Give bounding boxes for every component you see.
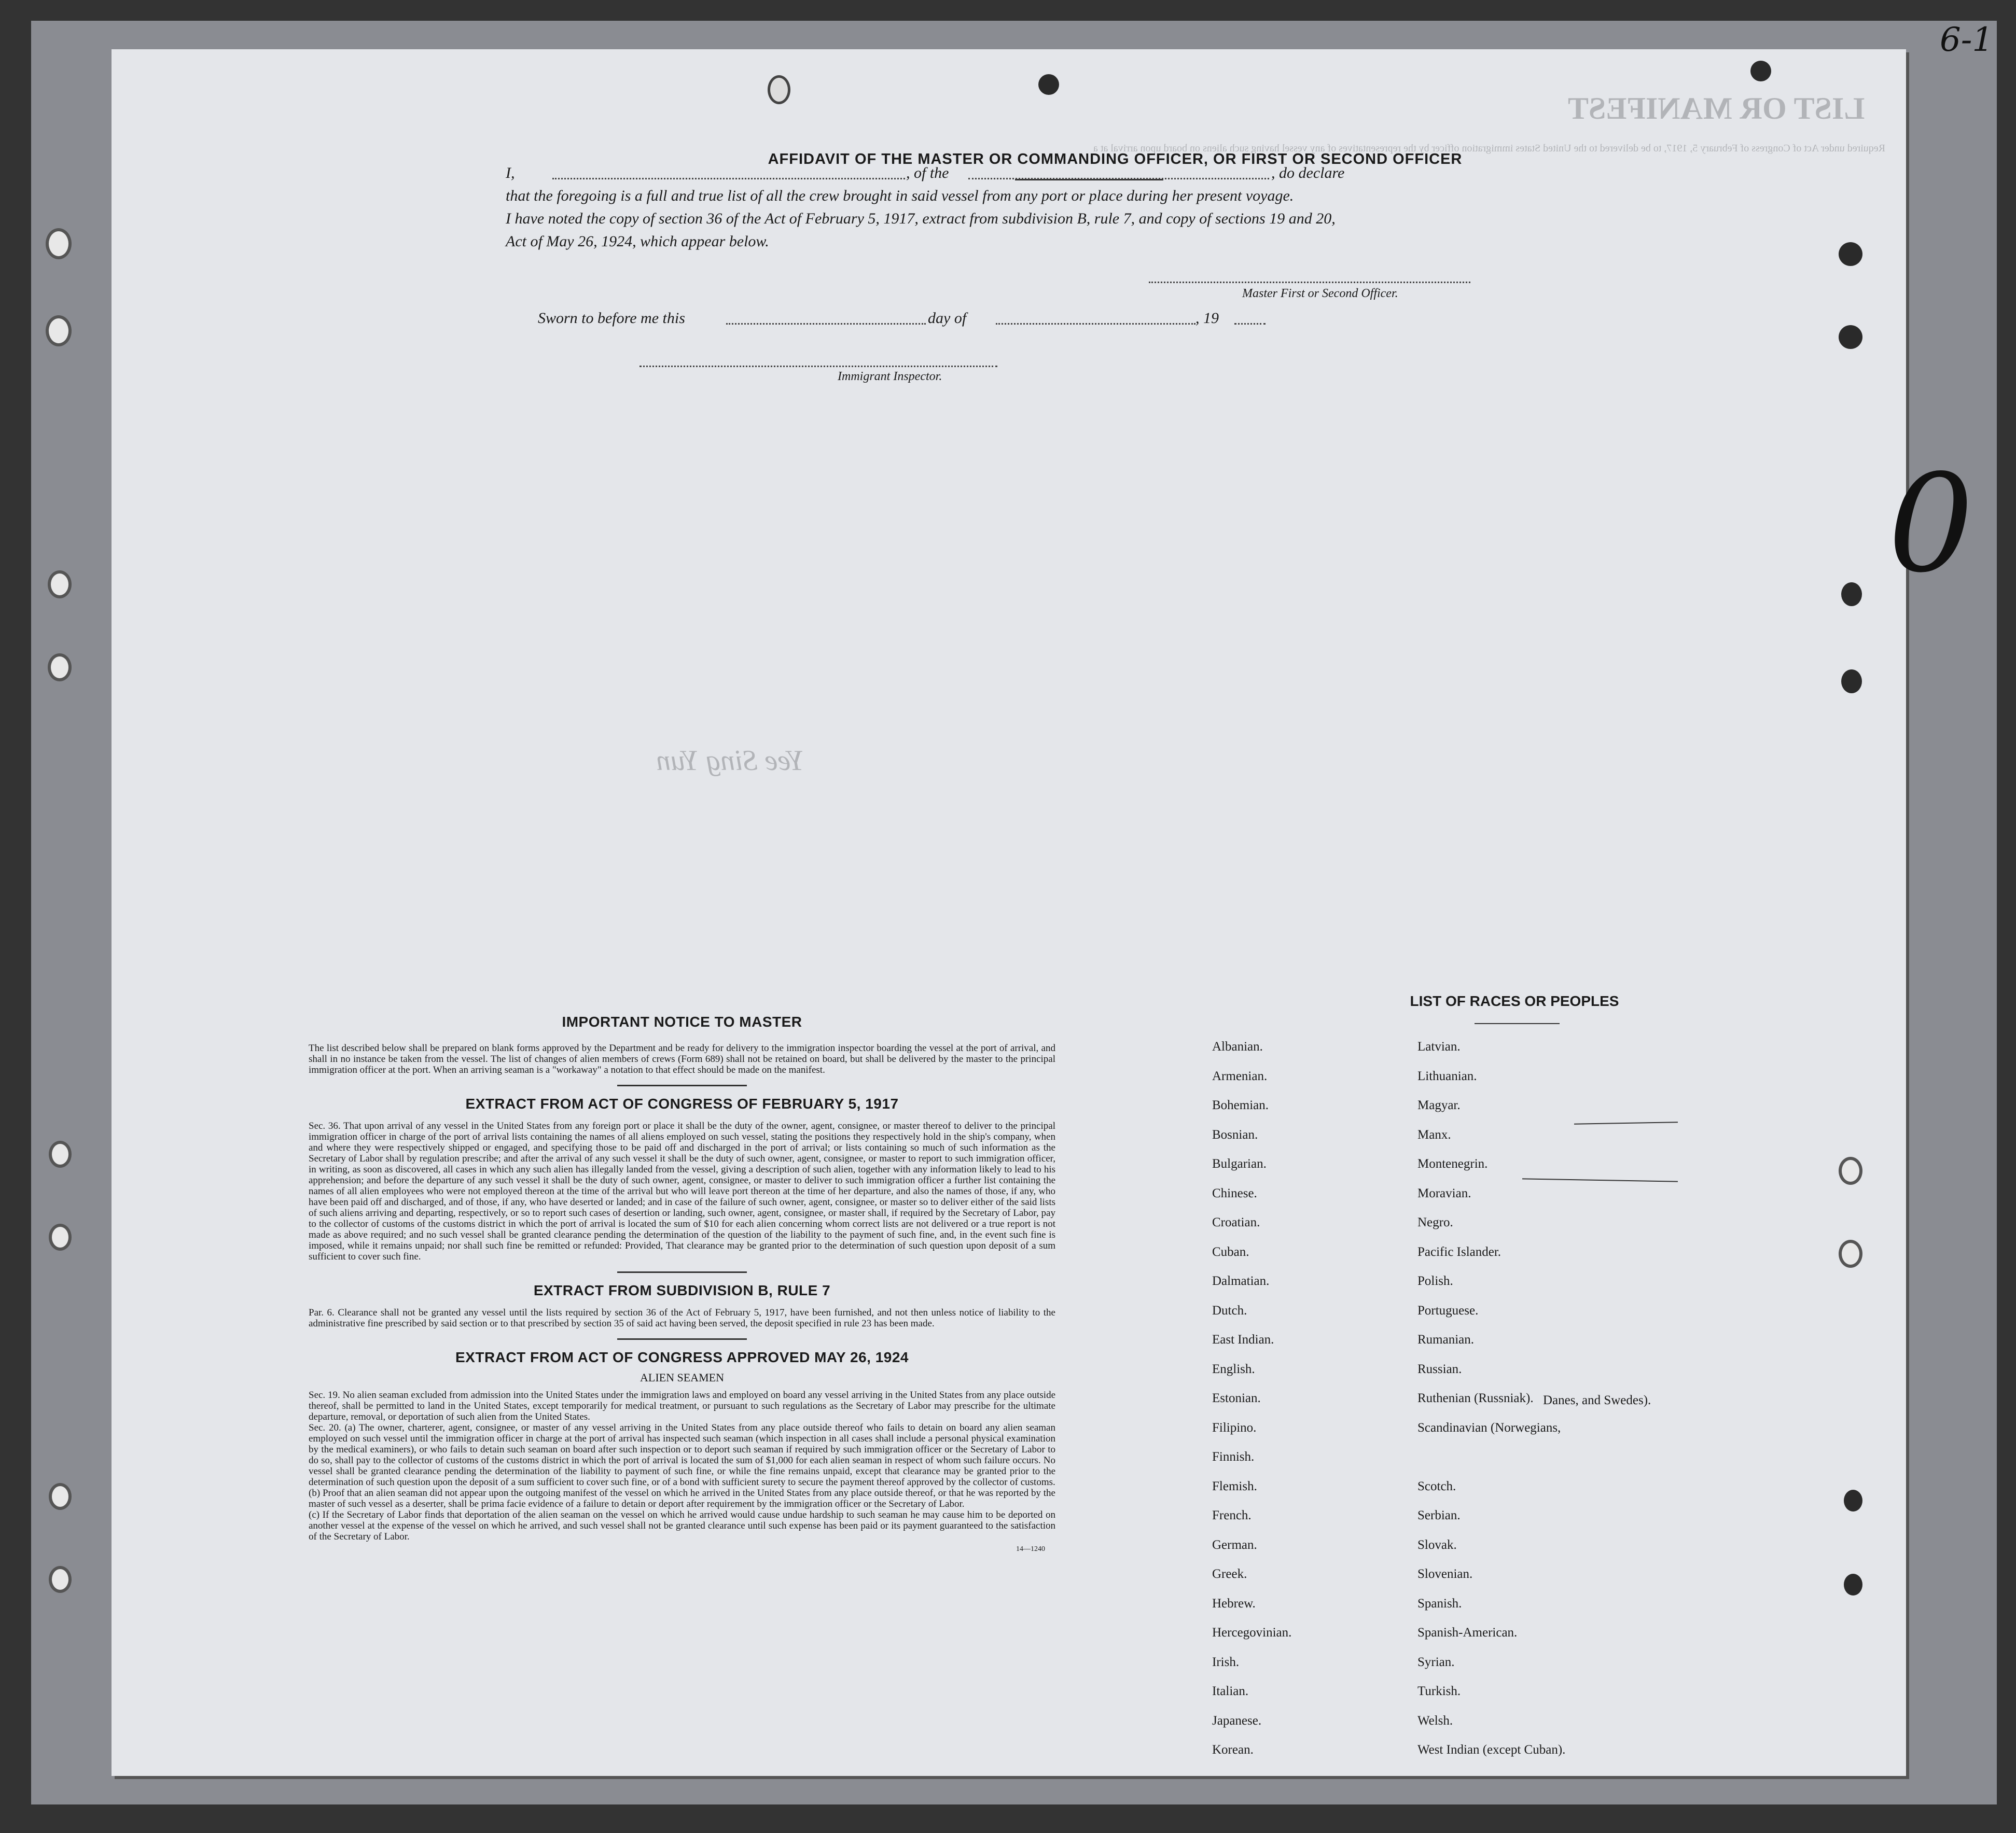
master-signature-label: Master First or Second Officer. xyxy=(1242,287,1398,300)
race-item: Serbian. xyxy=(1417,1508,1461,1522)
handwritten-corner-note: 6-1 xyxy=(1940,21,1994,59)
race-item: Hebrew. xyxy=(1212,1596,1256,1611)
race-item: Polish. xyxy=(1417,1274,1453,1288)
punch-hole xyxy=(1839,325,1862,349)
race-item: Turkish. xyxy=(1417,1684,1461,1698)
affidavit-title: AFFIDAVIT OF THE MASTER OR COMMANDING OFFICER, OR FIRST OR SECOND OFFICER xyxy=(768,151,1463,167)
race-item: Korean. xyxy=(1212,1743,1254,1757)
binder-hole xyxy=(49,1224,72,1251)
race-item: Finnish. xyxy=(1212,1450,1255,1464)
race-item: Welsh. xyxy=(1417,1713,1453,1728)
name-blank xyxy=(552,178,905,179)
manifest-page xyxy=(112,49,1906,1776)
race-item: Bosnian. xyxy=(1212,1127,1258,1142)
race-item: Ruthenian (Russniak). xyxy=(1417,1391,1534,1405)
binder-hole xyxy=(48,570,72,598)
inspector-signature-label: Immigrant Inspector. xyxy=(838,370,942,383)
races-title: LIST OF RACES OR PEOPLES xyxy=(1410,993,1619,1009)
bleed-through-subheader: Required under Act of Congress of February 5, 1917, to be delivered to the United States immigration officer by the representatives of any vessel having such aliens on board upon arrival at a xyxy=(1093,143,1885,154)
section-divider xyxy=(617,1271,747,1273)
notice-body: The list described below shall be prepared on blank forms approved by the Department and be ready for delivery to the immigration inspector boarding the vessel at the port of arrival, and shall in no instance be taken from the vessel. The list of changes of alien members of crews (Form 689) shall not be retained on board, but shall be delivered by the master to the principal immigration officer at the port. When an arriving seaman is a "workaway" a notation to that effect should be made on the manifest. xyxy=(309,1043,1055,1075)
race-item-scandinavian-continued: Danes, and Swedes). xyxy=(1543,1393,1651,1407)
affidavit-line1-i: I, xyxy=(506,164,515,181)
race-item: West Indian (except Cuban). xyxy=(1417,1743,1566,1757)
race-item: Lithuanian. xyxy=(1417,1069,1477,1083)
affidavit-line1-declare: , do declare xyxy=(1271,164,1345,181)
binder-hole xyxy=(49,1566,72,1593)
extract-1924-title: EXTRACT FROM ACT OF CONGRESS APPROVED MAY 26, 1924 xyxy=(455,1349,909,1365)
sworn-day-blank xyxy=(726,323,926,325)
extract-1917-title: EXTRACT FROM ACT OF CONGRESS OF FEBRUARY 5, 1917 xyxy=(465,1096,899,1112)
race-item: Negro. xyxy=(1417,1215,1453,1229)
punch-hole xyxy=(1038,74,1059,95)
binder-hole xyxy=(49,1141,72,1168)
race-item: Spanish. xyxy=(1417,1596,1462,1611)
race-item: Albanian. xyxy=(1212,1040,1263,1054)
race-item: Filipino. xyxy=(1212,1420,1257,1435)
race-item: Portuguese. xyxy=(1417,1303,1479,1318)
day-of-text: day of xyxy=(928,310,967,327)
race-item: Scotch. xyxy=(1417,1479,1456,1493)
race-item: Bulgarian. xyxy=(1212,1157,1267,1171)
sec20a-text: Sec. 20. (a) The owner, charterer, agent, consignee, or master of any vessel arriving in the United States from any place outside thereof who fails to detain on board any alien seaman employed on such vessel until the immigration officer in charge at the port of arrival has inspected such seaman (which inspection in all cases shall include a personal physical examination by the medical examiners), or who fails to detain such seaman on board after such inspection or to deport such seaman if required by such immigration officer or the Secretary of Labor to do so, shall pay to the collector of customs of the customs district in which the port of arrival is located the sum of $1,000 for each alien seaman in respect of whom such failure occurs. No vessel shall be granted clearance pending the determination of the liability to payment of such fine, or while the fine remains unpaid, except that clearance may be granted prior to the determination of such question upon the deposit of a sum sufficient to cover such fine, or of a bond with sufficient surety to secure the payment thereof approved by the collector of customs. xyxy=(309,1422,1055,1488)
race-item: English. xyxy=(1212,1362,1255,1376)
punch-hole xyxy=(1844,1490,1862,1512)
affidavit-line1-of-the: , of the xyxy=(906,164,949,181)
notice-title: IMPORTANT NOTICE TO MASTER xyxy=(562,1014,802,1030)
section-divider xyxy=(617,1338,747,1340)
year-text: , 19 xyxy=(1195,310,1219,327)
race-item: Syrian. xyxy=(1417,1655,1455,1669)
year-blank xyxy=(1234,323,1266,325)
race-item: Rumanian. xyxy=(1417,1333,1475,1347)
binder-hole xyxy=(48,653,72,681)
race-item: Slovenian. xyxy=(1417,1567,1473,1581)
pen-stroke xyxy=(1574,1122,1678,1124)
extract-rule7-title: EXTRACT FROM SUBDIVISION B, RULE 7 xyxy=(533,1282,831,1298)
affidavit-line3: I have noted the copy of section 36 of the Act of February 5, 1917, extract from subdivision B, rule 7, and copy of sections 19 and 20, xyxy=(506,210,1336,227)
race-item: Armenian. xyxy=(1212,1069,1268,1083)
punch-hole xyxy=(1841,582,1862,606)
form-number: 14—1240 xyxy=(1016,1545,1045,1553)
race-item: Dalmatian. xyxy=(1212,1274,1270,1288)
bleed-through-header: LIST OR MANIFEST xyxy=(1567,91,1865,125)
race-item: Japanese. xyxy=(1212,1713,1262,1728)
bleed-through-handwriting: Yee Sing Yun xyxy=(656,745,804,777)
race-item: Russian. xyxy=(1417,1362,1462,1376)
race-item: Spanish-American. xyxy=(1417,1626,1518,1640)
alien-seamen-subtitle: ALIEN SEAMEN xyxy=(640,1371,724,1384)
handwritten-zero: 0 xyxy=(1888,446,1974,603)
race-item: Croatian. xyxy=(1212,1215,1260,1229)
affidavit-line4: Act of May 26, 1924, which appear below. xyxy=(506,233,769,250)
punch-hole xyxy=(1839,1157,1862,1185)
binder-hole xyxy=(49,1483,72,1510)
sec20b-text: (b) Proof that an alien seaman did not appear upon the outgoing manifest of the vessel on which he arrived in the United States from any place outside thereof, or that he was reported by the master of such vessel as a deserter, shall be prima facie evidence of a failure to detain or deport after requirement by the immigration officer or the Secretary of Labor. xyxy=(309,1488,1055,1509)
race-item: Dutch. xyxy=(1212,1303,1247,1318)
race-item: Moravian. xyxy=(1417,1186,1471,1200)
sworn-text: Sworn to before me this xyxy=(538,310,685,327)
race-item: Bohemian. xyxy=(1212,1098,1269,1112)
vessel-blank xyxy=(968,178,1269,179)
race-item: Estonian. xyxy=(1212,1391,1261,1405)
punch-hole xyxy=(1841,669,1862,693)
race-item: German. xyxy=(1212,1537,1257,1552)
binder-hole xyxy=(46,228,72,259)
legal-notices-column xyxy=(309,1014,1055,1554)
race-item: Manx. xyxy=(1417,1127,1451,1142)
races-title-underline xyxy=(1475,1023,1560,1024)
sec20c-text: (c) If the Secretary of Labor finds that deportation of the alien seaman on the vessel on which he arrived would cause undue hardship to such seaman he may cause him to be deported on another vessel at the expense of the vessel on which he arrived, and such vessel shall not be granted clearance until such expense has been paid or its payment guaranteed to the satisfaction of the Secretary of Labor. xyxy=(309,1509,1055,1542)
punch-hole xyxy=(1839,242,1862,266)
sworn-month-blank xyxy=(996,323,1195,325)
punch-hole xyxy=(1750,61,1771,81)
pen-stroke xyxy=(1522,1178,1678,1182)
race-item: Chinese. xyxy=(1212,1186,1257,1200)
race-item: Hercegovinian. xyxy=(1212,1626,1292,1640)
extract-1917-body: Sec. 36. That upon arrival of any vessel in the United States from any foreign port or place it shall be the duty of the owner, agent, consignee, or master thereof to deliver to the principal immigration officer in charge of the port of arrival lists containing the names of all aliens employed on such vessel, stating the positions they respectively hold in the ship's company, when and where they were respectively shipped or engaged, and specifying those to be paid off and discharged in the port of arrival; or lists containing so much of such information as the Secretary of Labor shall by regulation prescribe; and after the arrival of any such vessel it shall be the duty of such owner, agent, consignee, or master to report to such immigration officer, in writing, as soon as discovered, all cases in which any such alien has illegally landed from the vessel, giving a description of such alien, together with any information likely to lead to his apprehension; and before the departure of any such vessel it shall be the duty of such owner, agent, consignee, or master to deliver to such immigration officer a further list containing the names of all alien employees who were not employed thereon at the time of the arrival but who will leave port thereon at the time of her departure, and also the names of those, if any, who have been paid off and discharged, and of those, if any, who have deserted or landed; and in case of the failure of such owner, agent, consignee, or master so to deliver either of the said lists of such aliens arriving and departing, respectively, or so to report such cases of desertion or landing, such owner, agent, consignee, or master shall, if required by the Secretary of Labor, pay to the collector of customs of the customs district in which the port of arrival is located the sum of $10 for each alien concerning whom correct lists are not delivered or a true report is not made as above required; and no such vessel shall be granted clearance pending the determination of the question of the liability to the payment of such fine, and, in the event such fine is imposed, while it remains unpaid; nor shall such fine be remitted or refunded: Provided, That clearance may be granted prior to the determination of such question upon deposit of a sum sufficient to cover such fine. xyxy=(309,1121,1055,1262)
race-item: Latvian. xyxy=(1417,1040,1461,1054)
race-item: Pacific Islander. xyxy=(1417,1244,1501,1259)
punch-hole xyxy=(1839,1240,1862,1268)
master-signature-line xyxy=(1149,282,1470,283)
punch-hole xyxy=(1844,1574,1862,1596)
race-item: Magyar. xyxy=(1417,1098,1461,1112)
race-item: Italian. xyxy=(1212,1684,1249,1698)
race-item: Slovak. xyxy=(1417,1537,1457,1552)
race-item: French. xyxy=(1212,1508,1252,1522)
race-item: Cuban. xyxy=(1212,1244,1249,1259)
inspector-signature-line xyxy=(639,366,997,367)
affidavit-line2: that the foregoing is a full and true list of all the crew brought in said vessel from any port or place during her present voyage. xyxy=(506,187,1294,204)
extract-rule7-body: Par. 6. Clearance shall not be granted any vessel until the lists required by section 36 of the Act of February 5, 1917, have been furnished, and not then unless notice of liability to the administrative fine prescribed by said section or to that prescribed by section 35 of said act having been served, the deposit specified in rule 23 has been made. xyxy=(309,1307,1055,1329)
race-item: Irish. xyxy=(1212,1655,1240,1669)
race-item: Scandinavian (Norwegians, xyxy=(1417,1420,1561,1435)
race-item: Montenegrin. xyxy=(1417,1157,1488,1171)
race-item: East Indian. xyxy=(1212,1333,1274,1347)
binder-hole xyxy=(46,315,72,346)
race-item: Flemish. xyxy=(1212,1479,1257,1493)
race-item: Greek. xyxy=(1212,1567,1247,1581)
section-divider xyxy=(617,1085,747,1086)
punch-hole xyxy=(768,75,790,104)
sec19-text: Sec. 19. No alien seaman excluded from admission into the United States under the immigration laws and employed on board any vessel arriving in the United States from any place outside thereof, shall be permitted to land in the United States, except temporarily for medical treatment, or pursuant to such regulations as the Secretary of Labor may prescribe for the ultimate departure, removal, or deportation of such alien from the United States. xyxy=(309,1390,1055,1422)
